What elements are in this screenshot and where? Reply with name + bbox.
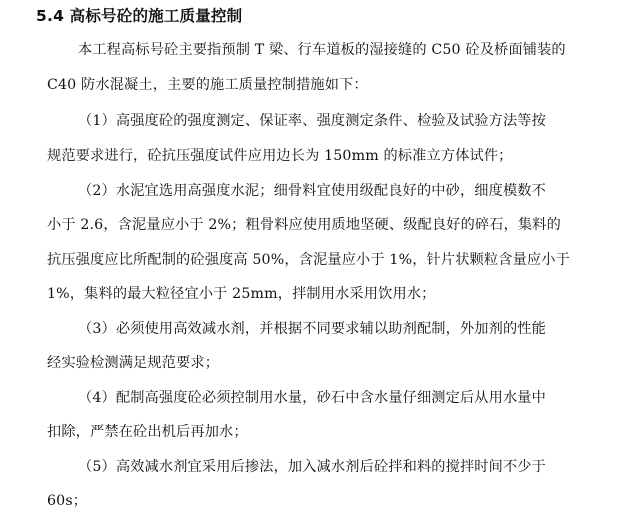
paragraph-line: （2）水泥宜选用高强度水泥；细骨料宜使用级配良好的中砂，细度模数不	[78, 183, 546, 199]
paragraph-line: （5）高效减水剂宜采用后掺法，加入减水剂后砼拌和料的搅拌时间不少于	[78, 459, 546, 475]
paragraph-line: 1%，集料的最大粒径宜小于 25mm，拌制用水采用饮用水；	[47, 286, 436, 302]
paragraph-line: 抗压强度应比所配制的砼强度高 50%，含泥量应小于 1%，针片状颗粒含量应小于	[47, 252, 570, 268]
paragraph-line: （1）高强度砼的强度测定、保证率、强度测定条件、检验及试验方法等按	[78, 113, 546, 129]
paragraph-line: 扣除，严禁在砼出机后再加水；	[47, 424, 248, 440]
paragraph-line: 本工程高标号砼主要指预制 T 梁、行车道板的湿接缝的 C50 砼及桥面铺装的	[78, 42, 566, 58]
paragraph-line: 60s；	[47, 493, 88, 509]
paragraph-line: （4）配制高强度砼必须控制用水量，砂石中含水量仔细测定后从用水量中	[78, 390, 546, 406]
paragraph-line: 经实验检测满足规范要求；	[47, 355, 220, 371]
paragraph-line: C40 防水混凝土，主要的施工质量控制措施如下：	[47, 77, 368, 93]
section-heading: 5.4 高标号砼的施工质量控制	[36, 7, 243, 25]
paragraph-line: （3）必须使用高效减水剂，并根据不同要求辅以助剂配制，外加剂的性能	[78, 321, 546, 337]
paragraph-line: 小于 2.6，含泥量应小于 2%；粗骨料应使用质地坚硬、级配良好的碎石，集料的	[47, 217, 561, 233]
paragraph-line: 规范要求进行，砼抗压强度试件应用边长为 150mm 的标准立方体试件；	[47, 148, 513, 164]
